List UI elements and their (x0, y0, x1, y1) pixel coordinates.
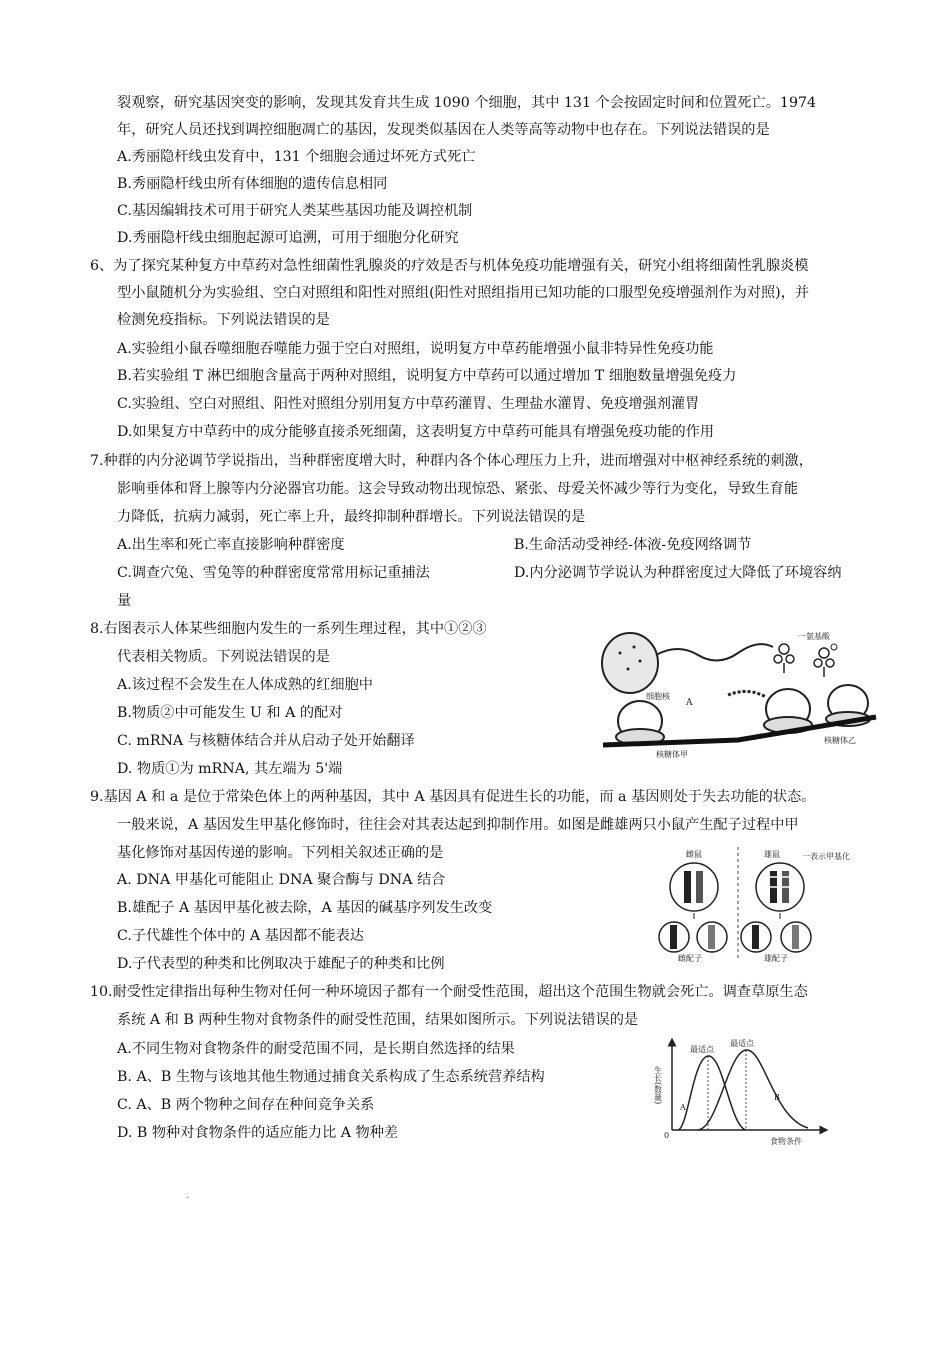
footer-mark: . (186, 1190, 190, 1201)
q9-option-a: A. DNA 甲基化可能阻止 DNA 聚合酶与 DNA 结合 (117, 872, 446, 888)
q5-stem-line-2: 年，研究人员还找到调控细胞凋亡的基因，发现类似基因在人类等高等动物中也存在。下列说法错误的是 (117, 122, 770, 138)
q7-option-b: B.生命活动受神经-体液-免疫网络调节 (514, 537, 752, 553)
curve-a-label: A (680, 1103, 686, 1112)
q5-option-c: C.基因编辑技术可用于研究人类某些基因功能及调控机制 (117, 203, 473, 219)
q8-stem-line-2: 代表相关物质。下列说法错误的是 (117, 649, 330, 665)
curve-b-label: B (774, 1093, 780, 1102)
female-mouse-label: 雌鼠 (686, 850, 702, 859)
q7-stem-line-3: 力降低，抗病力减弱，死亡率上升，最终抑制种群增长。下列说法错误的是 (117, 509, 586, 525)
q7-option-d-line-2: 量 (117, 593, 132, 609)
curve-a (678, 1056, 746, 1130)
q8-stem-line-1: 8.右图表示人体某些细胞内发生的一系列生理过程，其中①②③ (90, 621, 487, 637)
q9-option-b: B.雄配子 A 基因甲基化被去除，A 基因的碱基序列发生改变 (117, 900, 493, 916)
nucleus-label: 细胞核 (646, 692, 670, 701)
q10-stem-line-1: 10.耐受性定律指出每种生物对任何一种环境因子都有一个耐受性范围，超出这个范围生物就会死亡。调查草原生态 (90, 984, 808, 1000)
q7-option-d-line-1: D.内分泌调节学说认为种群密度过大降低了环境容纳 (514, 565, 842, 581)
q5-stem-line-1: 裂观察，研究基因突变的影响，发现其发育共生成 1090 个细胞，其中 131 个会按固定时间和位置死亡。1974 (117, 95, 817, 111)
q9-stem-line-2: 一般来说，A 基因发生甲基化修饰时，往往会对其表达起到抑制作用。如图是雌雄两只小鼠产生配子过程中甲 (117, 817, 799, 833)
mrna-line (656, 644, 773, 660)
q10-stem-line-2: 系统 A 和 B 两种生物对食物条件的耐受性范围，结果如图所示。下列说法错误的是 (117, 1012, 639, 1028)
q9-figure (656, 845, 876, 963)
q6-stem-line-1: 6、为了探究某种复方中草药对急性细菌性乳腺炎的疗效是否与机体免疫功能增强有关，研究小组将细菌性乳腺炎模 (90, 258, 809, 274)
q5-option-b: B.秀丽隐杆线虫所有体细胞的遗传信息相同 (117, 176, 388, 192)
q8-option-d: D. 物质①为 mRNA, 其左端为 5'端 (117, 761, 343, 777)
q7-stem-line-2: 影响垂体和肾上腺等内分泌器官功能。这会导致动物出现惊恐、紧张、母爱关怀减少等行为变化，导致生育能 (117, 481, 799, 497)
q10-option-b: B. A、B 生物与该地其他生物通过捕食关系构成了生态系统营养结构 (117, 1069, 545, 1085)
sperm-label: 雄配子 (764, 954, 788, 963)
amino-acid-label: 一氨基酸 (798, 632, 830, 641)
q7-option-c: C.调查穴兔、雪兔等的种群密度常常用标记重捕法 (117, 565, 430, 581)
female-parent-cell (670, 863, 718, 911)
label-a: A (686, 698, 693, 708)
q5-option-d: D.秀丽隐杆线虫细胞起源可追溯，可用于细胞分化研究 (117, 230, 459, 246)
q8-figure (598, 625, 876, 760)
q10-option-d: D. B 物种对食物条件的适应能力比 A 物种差 (117, 1125, 399, 1141)
curve-b (698, 1050, 808, 1130)
q7-option-a: A.出生率和死亡率直接影响种群密度 (117, 537, 345, 553)
ribosome-start-label: 核糖体甲 (656, 750, 688, 759)
origin-label: 0 (664, 1131, 670, 1140)
q9-option-c: C.子代雄性个体中的 A 基因都不能表达 (117, 928, 364, 944)
trna-1 (774, 644, 794, 673)
q8-option-b: B.物质②中可能发生 U 和 A 的配对 (117, 705, 343, 721)
q6-option-a: A.实验组小鼠吞噬细胞吞噬能力强于空白对照组，说明复方中草药能增强小鼠非特异性免疫功能 (117, 341, 714, 357)
egg-label: 雌配子 (678, 954, 702, 963)
x-axis-label: 食物条件 (770, 1137, 802, 1146)
trna-2 (814, 648, 834, 677)
y-axis-label: 生长(数量) (653, 1066, 663, 1105)
ribosome-end-label: 核糖体乙 (824, 736, 856, 745)
ribosome-1 (616, 701, 664, 745)
nucleus-shape (602, 633, 658, 693)
q9-stem-line-1: 9.基因 A 和 a 是位于常染色体上的两种基因，其中 A 基因具有促进生长的功能，而 a 基因则处于失去功能的状态。 (90, 789, 816, 805)
q9-option-d: D.子代表型的种类和比例取决于雄配子的种类和比例 (117, 956, 445, 972)
peak-a-label: 最适点 (690, 1045, 714, 1054)
q7-stem-line-1: 7.种群的内分泌调节学说指出，当种群密度增大时，种群内各个体心理压力上升，进而增强对中枢神经系统的刺激， (90, 453, 813, 469)
q6-stem-line-2: 型小鼠随机分为实验组、空白对照组和阳性对照组(阳性对照组指用已知功能的口服型免疫增强剂作为对照)，并 (117, 285, 810, 301)
q6-stem-line-3: 检测免疫指标。下列说法错误的是 (117, 312, 330, 328)
q8-option-a: A.该过程不会发生在人体成熟的红细胞中 (117, 677, 373, 693)
q8-option-c: C. mRNA 与核糖体结合并从启动子处开始翻译 (117, 733, 415, 749)
peak-b-label: 最适点 (730, 1039, 754, 1048)
q6-option-b: B.若实验组 T 淋巴细胞含量高于两种对照组，说明复方中草药可以通过增加 T 细胞数量增强免疫力 (117, 368, 737, 384)
q6-option-c: C.实验组、空白对照组、阳性对照组分别用复方中草药灌胃、生理盐水灌胃、免疫增强剂灌胃 (117, 396, 700, 412)
male-mouse-label: 雄鼠 (764, 850, 780, 859)
q10-option-c: C. A、B 两个物种之间存在种间竞争关系 (117, 1097, 375, 1113)
q10-figure (653, 1038, 828, 1146)
q10-option-a: A.不同生物对食物条件的耐受范围不同，是长期自然选择的结果 (117, 1041, 515, 1057)
q5-option-a: A.秀丽隐杆线虫发育中，131 个细胞会通过坏死方式死亡 (117, 149, 476, 165)
q6-option-d: D.如果复方中草药中的成分能够直接杀死细菌，这表明复方中草药可能具有增强免疫功能的作用 (117, 424, 715, 440)
q9-stem-line-3: 基化修饰对基因传递的影响。下列相关叙述正确的是 (117, 845, 444, 861)
methylation-legend: 一表示甲基化 (802, 852, 850, 861)
